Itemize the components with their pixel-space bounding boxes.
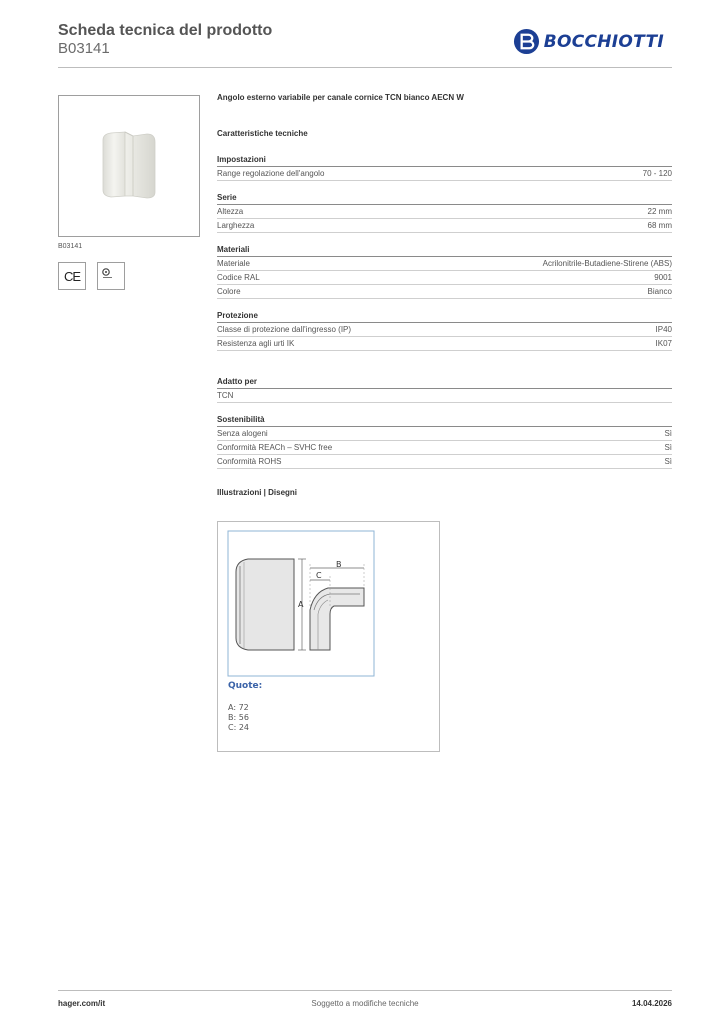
spec-row: [217, 337, 672, 351]
footer-date: 14.04.2026: [631, 999, 672, 1008]
spec-label: Conformità ROHS: [217, 457, 282, 466]
spec-row: [217, 441, 672, 455]
product-image-icon: [59, 96, 199, 236]
spec-section-serie: [217, 193, 672, 233]
spec-value: 70 - 120: [642, 169, 672, 178]
spec-section-adatto-per: [217, 377, 672, 403]
spec-row: [217, 271, 672, 285]
spec-section-sostenibilita: [217, 415, 672, 469]
spec-label: Conformità REACh – SVHC free: [217, 443, 333, 452]
spec-row: [217, 389, 672, 403]
technical-drawing: [217, 521, 440, 752]
spec-value: Sì: [664, 429, 672, 438]
spec-label: Codice RAL: [217, 273, 260, 282]
spec-row: [217, 455, 672, 469]
page-footer: [58, 990, 672, 1012]
photo-code: B03141: [58, 243, 83, 250]
brand-name: BOCCHIOTTI: [543, 31, 664, 52]
product-title: Angolo esterno variabile per canale cornice TCN bianco AECN W: [217, 93, 464, 102]
page-title: Scheda tecnica del prodotto: [58, 22, 273, 39]
dimension-drawing-icon: [218, 522, 439, 751]
dimension-c-label: C: [316, 571, 322, 580]
spec-row: [217, 257, 672, 271]
spec-row: [217, 427, 672, 441]
illustrations-title: Illustrazioni | Disegni: [217, 488, 298, 497]
spec-value: Acrilonitrile-Butadiene-Stirene (ABS): [542, 259, 672, 268]
spec-label: Altezza: [217, 207, 244, 216]
spec-row: [217, 285, 672, 299]
spec-label: TCN: [217, 391, 234, 400]
section-title: Protezione: [217, 311, 672, 323]
spec-value: Sì: [664, 443, 672, 452]
ce-mark-icon: CE: [58, 262, 86, 290]
dimension-a-label: A: [298, 600, 304, 609]
footer-website-link[interactable]: hager.com/it: [58, 999, 106, 1008]
imq-mark-icon: [97, 262, 125, 290]
spec-section-protezione: [217, 311, 672, 351]
spec-label: Range regolazione dell'angolo: [217, 169, 325, 178]
spec-row: [217, 323, 672, 337]
footer-disclaimer: Soggetto a modifiche tecniche: [311, 999, 419, 1008]
spec-label: Senza alogeni: [217, 429, 268, 438]
spec-row: [217, 167, 672, 181]
section-title: Adatto per: [217, 377, 672, 389]
characteristics-title: Caratteristiche tecniche: [217, 129, 308, 138]
product-code: B03141: [58, 40, 110, 57]
spec-label: Resistenza agli urti IK: [217, 339, 295, 348]
quote-title: Quote:: [228, 681, 263, 691]
spec-row: [217, 219, 672, 233]
spec-column: [217, 93, 672, 497]
spec-label: Classe di protezione dall'ingresso (IP): [217, 325, 352, 334]
spec-label: Materiale: [217, 259, 250, 268]
spec-value: 22 mm: [647, 207, 672, 216]
brand-logo: [513, 28, 664, 55]
section-title: Sostenibilità: [217, 415, 672, 427]
spec-value: 68 mm: [647, 221, 672, 230]
spec-label: Larghezza: [217, 221, 255, 230]
page-header: [58, 20, 672, 68]
spec-label: Colore: [217, 287, 241, 296]
spec-section-impostazioni: [217, 155, 672, 181]
product-photo: [58, 95, 200, 237]
section-title: Impostazioni: [217, 155, 672, 167]
spec-value: IP40: [655, 325, 672, 334]
spec-value: Sì: [664, 457, 672, 466]
spec-section-materiali: [217, 245, 672, 299]
section-title: Serie: [217, 193, 672, 205]
quote-line: C: 24: [228, 723, 250, 732]
spec-value: Bianco: [647, 287, 672, 296]
section-title: Materiali: [217, 245, 672, 257]
quote-line: A: 72: [228, 703, 249, 712]
quote-line: B: 56: [228, 713, 249, 722]
spec-value: 9001: [654, 273, 672, 282]
bocchiotti-logo-icon: [513, 28, 540, 55]
dimension-b-label: B: [336, 560, 342, 569]
spec-row: [217, 205, 672, 219]
spec-value: IK07: [655, 339, 672, 348]
